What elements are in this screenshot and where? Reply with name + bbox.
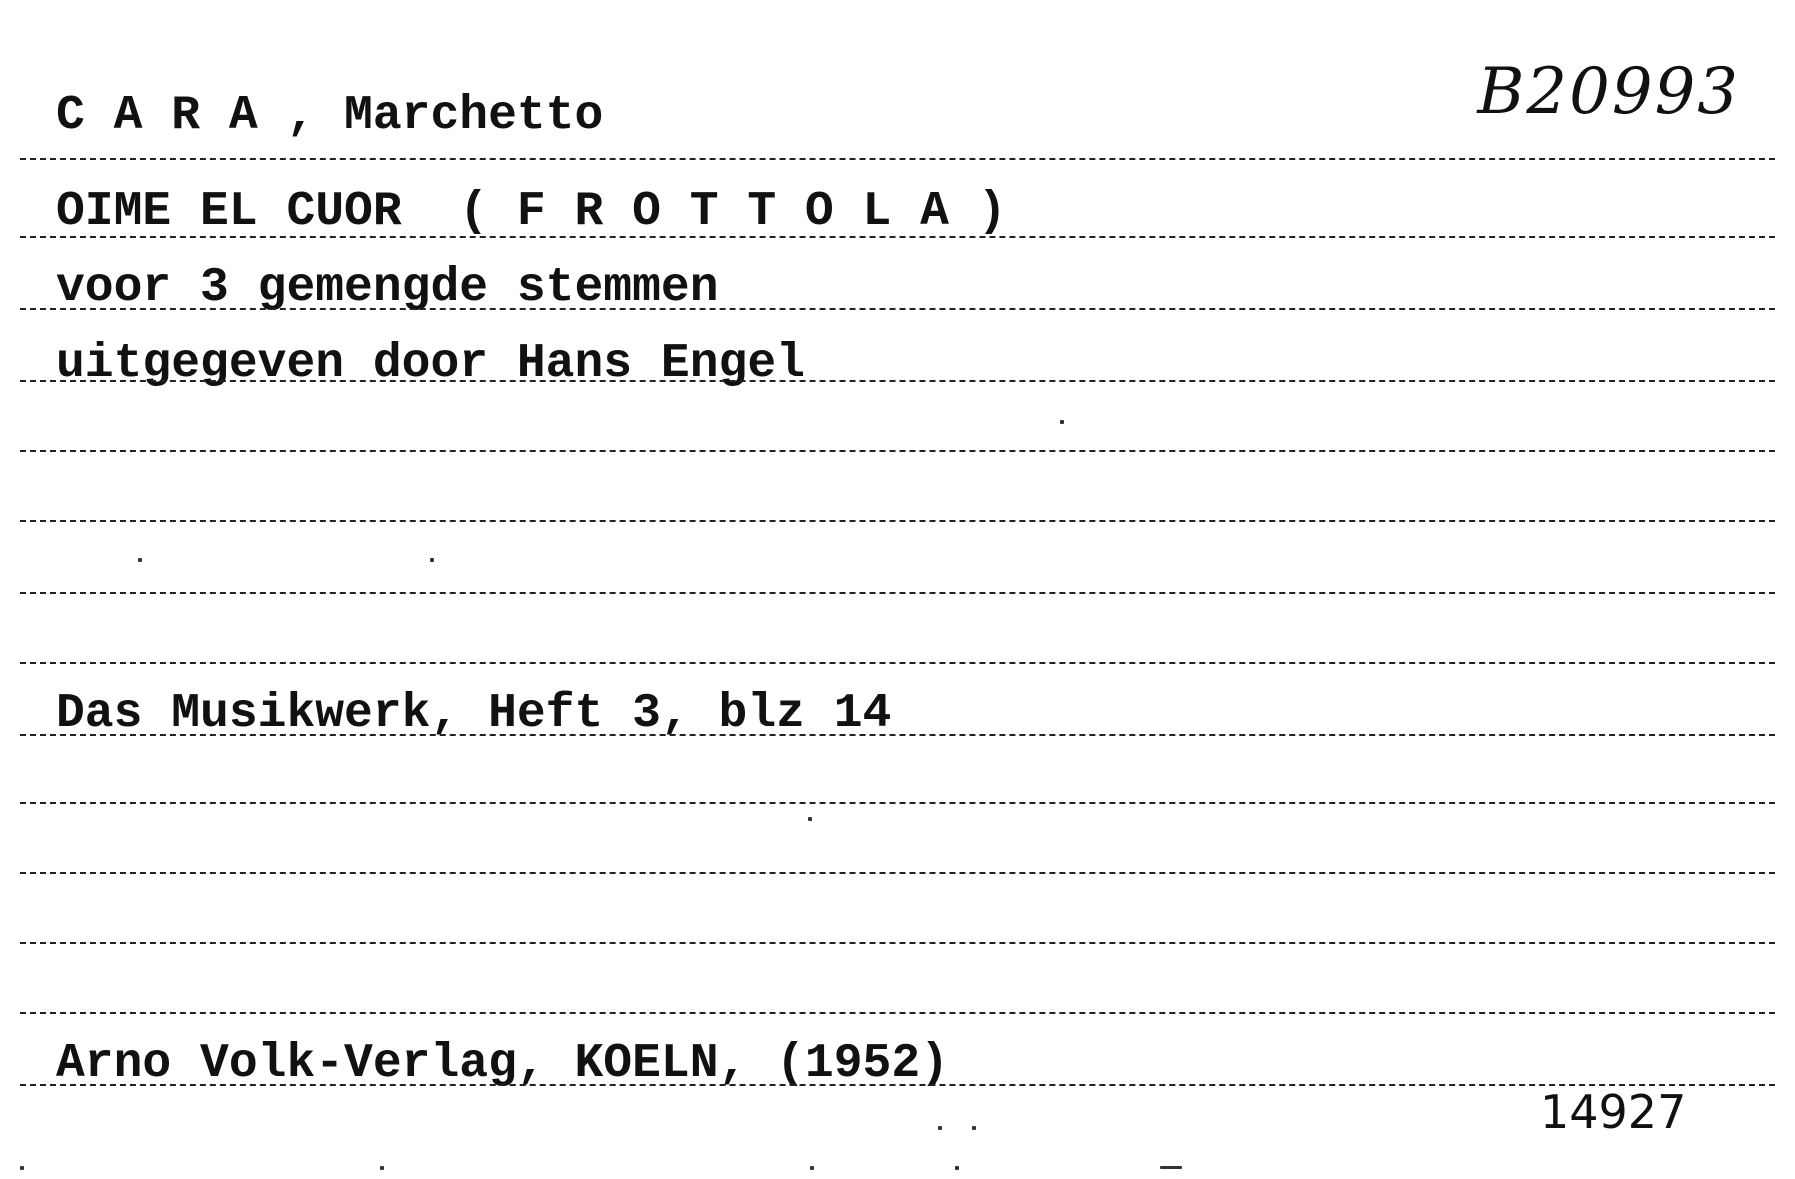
speck [138,558,142,562]
ruled-line [20,520,1775,522]
ruled-line [20,1084,1775,1086]
scoring-line: voor 3 gemengde stemmen [56,261,719,315]
speck [810,1166,814,1170]
ruled-line [20,450,1775,452]
speck [430,558,434,562]
publisher-line: Arno Volk-Verlag, KOELN, (1952) [56,1037,949,1091]
catalog-number: 14927 [1540,1085,1687,1139]
title-line: OIME EL CUOR ( F R O T T O L A ) [56,185,1007,239]
editor-line: uitgegeven door Hans Engel [56,337,805,391]
speck [1060,420,1064,424]
speck [380,1166,384,1170]
speck [20,1166,24,1170]
ruled-line [20,308,1775,310]
speck [938,1126,942,1130]
author-line: C A R A , Marchetto [56,89,604,143]
speck [955,1166,959,1170]
source-line: Das Musikwerk, Heft 3, blz 14 [56,687,892,741]
ruled-line [20,158,1775,160]
ruled-line [20,1012,1775,1014]
handwritten-call-number: B20993 [1477,55,1740,129]
ruled-line [20,872,1775,874]
ruled-line [20,236,1775,238]
speck [1160,1166,1182,1169]
ruled-line [20,734,1775,736]
speck [972,1126,976,1130]
ruled-line [20,942,1775,944]
ruled-line [20,380,1775,382]
ruled-line [20,662,1775,664]
speck [808,817,812,821]
ruled-line [20,592,1775,594]
ruled-line [20,802,1775,804]
